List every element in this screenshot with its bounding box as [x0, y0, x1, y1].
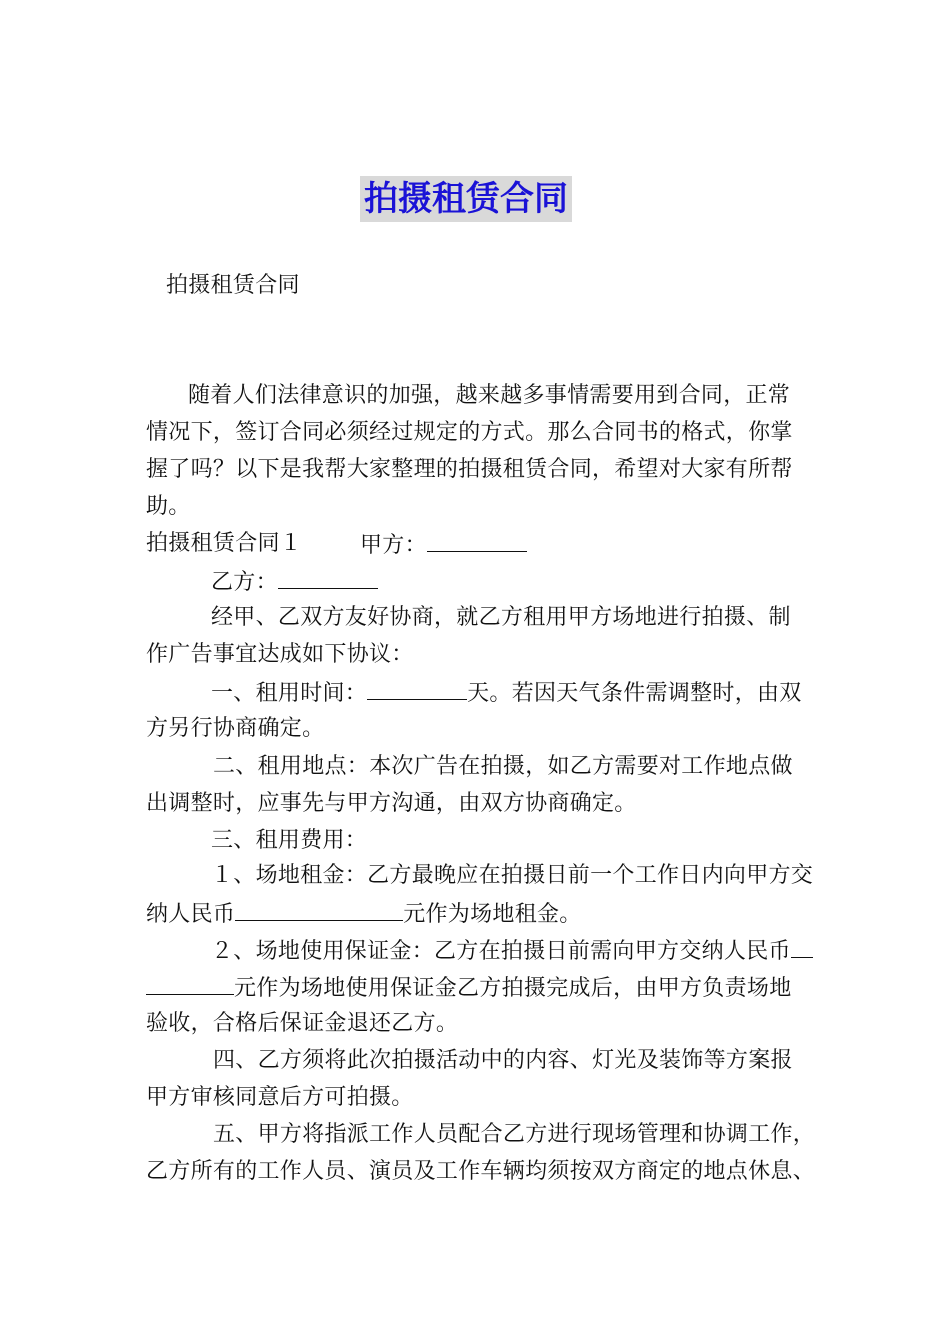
clause-1-prefix: 一、租用时间：	[211, 681, 368, 706]
clause-2-line-1: 二、租用地点：本次广告在拍摄，如乙方需要对工作地点做	[213, 754, 793, 779]
agreement-line-1: 经甲、乙双方友好协商，就乙方租用甲方场地进行拍摄、制	[211, 605, 791, 630]
fee-2-suffix: 元作为场地使用保证金乙方拍摄完成后，由甲方负责场地	[234, 976, 792, 1001]
clause-1-line-1	[211, 677, 802, 709]
rental-days-blank	[367, 677, 467, 700]
clause-4-line-2: 甲方审核同意后方可拍摄。	[146, 1085, 414, 1110]
site-rent-blank	[235, 898, 403, 921]
intro-line-2: 情况下，签订合同必须经过规定的方式。那么合同书的格式，你掌	[146, 420, 793, 445]
clause-1-line-2: 方另行协商确定。	[146, 716, 325, 741]
intro-line-1: 随着人们法律意识的加强，越来越多事情需要用到合同，正常	[188, 383, 791, 408]
party-b-label: 乙方：	[211, 570, 278, 595]
contract-heading: 拍摄租赁合同１	[146, 531, 303, 556]
clause-4-line-1: 四、乙方须将此次拍摄活动中的内容、灯光及装饰等方案报	[213, 1048, 793, 1073]
intro-line-4: 助。	[146, 494, 191, 519]
deposit-blank-end	[146, 972, 234, 995]
fee-1-prefix: 纳人民币	[146, 902, 236, 927]
clause-5-line-2: 乙方所有的工作人员、演员及工作车辆均须按双方商定的地点休息、	[146, 1159, 816, 1184]
party-a-blank	[427, 529, 527, 552]
fee-2-line-2	[146, 972, 792, 1004]
document-title: 拍摄租赁合同	[360, 176, 572, 222]
party-a-field	[360, 529, 527, 561]
party-b-blank	[278, 566, 378, 589]
fee-2-line-1	[211, 935, 813, 967]
fee-1-line-2	[146, 898, 582, 930]
clause-5-line-1: 五、甲方将指派工作人员配合乙方进行现场管理和协调工作，	[213, 1122, 816, 1147]
fee-2-text: ２、场地使用保证金：乙方在拍摄日前需向甲方交纳人民币	[211, 939, 791, 964]
party-a-label: 甲方：	[360, 533, 427, 558]
clause-1-suffix: 天。若因天气条件需调整时，由双	[467, 681, 802, 706]
intro-line-3: 握了吗？以下是我帮大家整理的拍摄租赁合同，希望对大家有所帮	[146, 457, 793, 482]
fee-1-suffix: 元作为场地租金。	[403, 902, 582, 927]
agreement-line-2: 作广告事宜达成如下协议：	[146, 642, 414, 667]
deposit-blank-start	[791, 935, 813, 958]
clause-3-heading: 三、租用费用：	[211, 828, 368, 853]
clause-2-line-2: 出调整时，应事先与甲方沟通，由双方协商确定。	[146, 791, 637, 816]
fee-2-line-3: 验收，合格后保证金退还乙方。	[146, 1011, 459, 1036]
party-b-field	[211, 566, 378, 598]
subtitle: 拍摄租赁合同	[166, 273, 300, 298]
fee-1-line-1: １、场地租金：乙方最晚应在拍摄日前一个工作日内向甲方交	[211, 863, 814, 888]
